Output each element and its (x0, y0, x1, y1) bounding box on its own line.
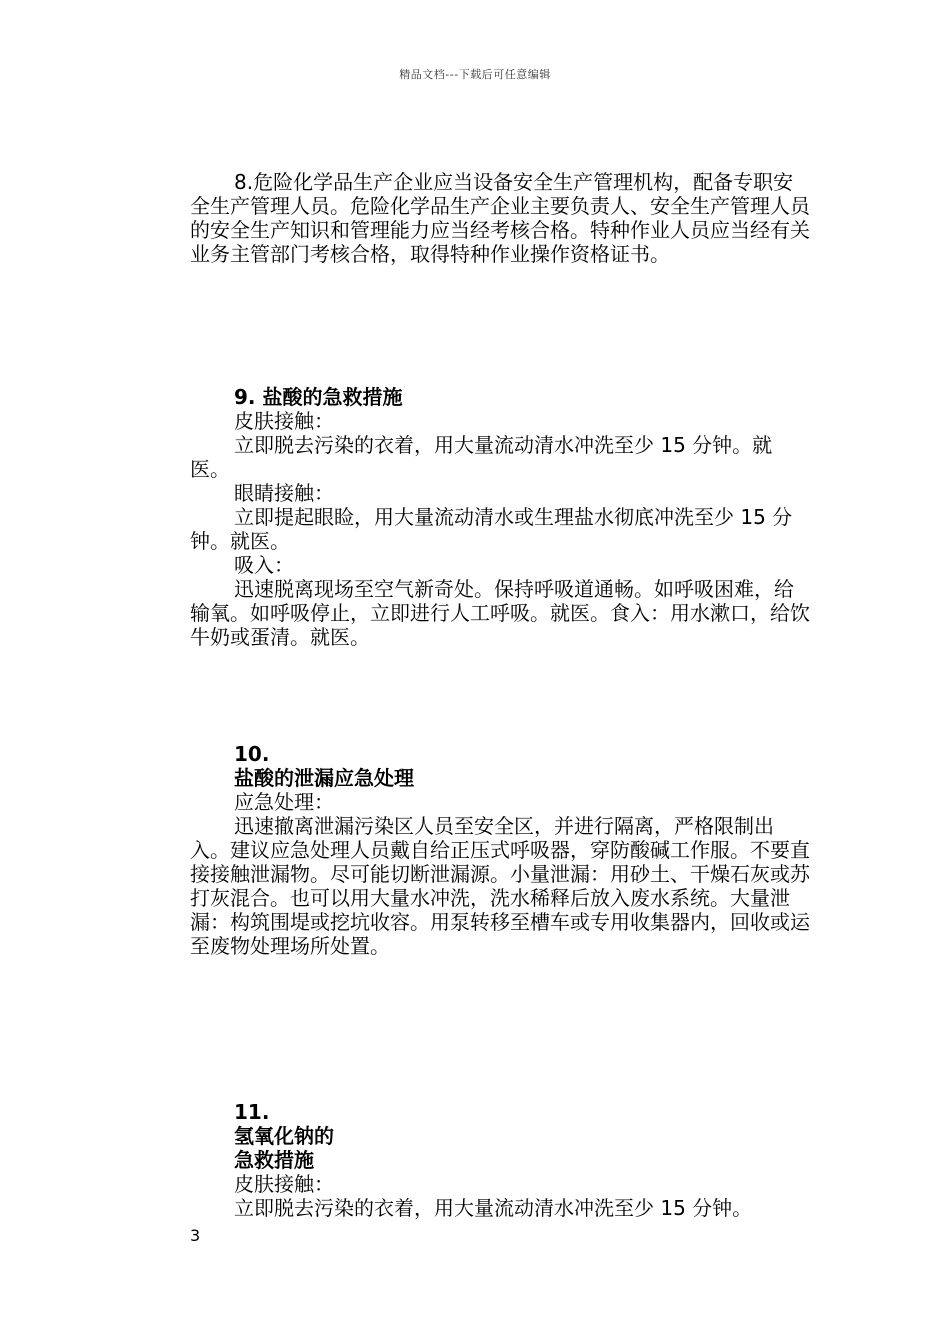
eye-contact-text: 立即提起眼睑，用大量流动清水或生理盐水彻底冲洗至少 15 分钟。就医。 (190, 505, 793, 553)
section-8 (190, 170, 810, 266)
inhalation-label: 吸入： (234, 553, 294, 577)
section-10 (190, 742, 810, 958)
section-11-title-line1: 氢氧化钠的 (234, 1124, 334, 1148)
page-number: 3 (190, 1226, 201, 1245)
section-9 (190, 385, 810, 649)
eye-contact-label: 眼睛接触： (234, 481, 334, 505)
skin-contact-label: 皮肤接触： (234, 409, 334, 433)
skin-contact-text: 立即脱去污染的衣着，用大量流动清水冲洗至少 15 分钟。就医。 (190, 433, 773, 481)
inhalation-text: 迅速脱离现场至空气新奇处。保持呼吸道通畅。如呼吸困难，给输氧。如呼吸停止，立即进行人工呼吸。就医。食入：用水漱口，给饮牛奶或蛋清。就医。 (190, 577, 810, 649)
section-11 (190, 1100, 810, 1220)
emergency-text: 迅速撤离泄漏污染区人员至安全区，并进行隔离，严格限制出入。建议应急处理人员戴自给正压式呼吸器，穿防酸碱工作服。不要直接接触泄漏物。尽可能切断泄漏源。小量泄漏：用砂土、干燥石灰或苏打灰混合。也可以用大量水冲洗，洗水稀释后放入废水系统。大量泄漏：构筑围堤或挖坑收容。用泵转移至槽车或专用收集器内，回收或运至废物处理场所处置。 (190, 814, 810, 958)
section-10-title: 盐酸的泄漏应急处理 (234, 766, 414, 790)
section-11-title-line2: 急救措施 (234, 1148, 314, 1172)
emergency-label: 应急处理： (234, 790, 334, 814)
section-8-text: 8.危险化学品生产企业应当设备安全生产管理机构，配备专职安全生产管理人员。危险化学品生产企业主要负责人、安全生产管理人员的安全生产知识和管理能力应当经考核合格。特种作业人员应当经有关业务主管部门考核合格，取得特种作业操作资格证书。 (190, 170, 810, 266)
section-11-number: 11. (234, 1100, 270, 1124)
skin-contact-label: 皮肤接触： (234, 1172, 334, 1196)
skin-contact-text: 立即脱去污染的衣着，用大量流动清水冲洗至少 15 分钟。 (234, 1196, 753, 1220)
page-header: 精品文档---下载后可任意编辑 (399, 68, 551, 81)
section-9-title: 9. 盐酸的急救措施 (234, 385, 403, 409)
section-10-number: 10. (234, 742, 270, 766)
